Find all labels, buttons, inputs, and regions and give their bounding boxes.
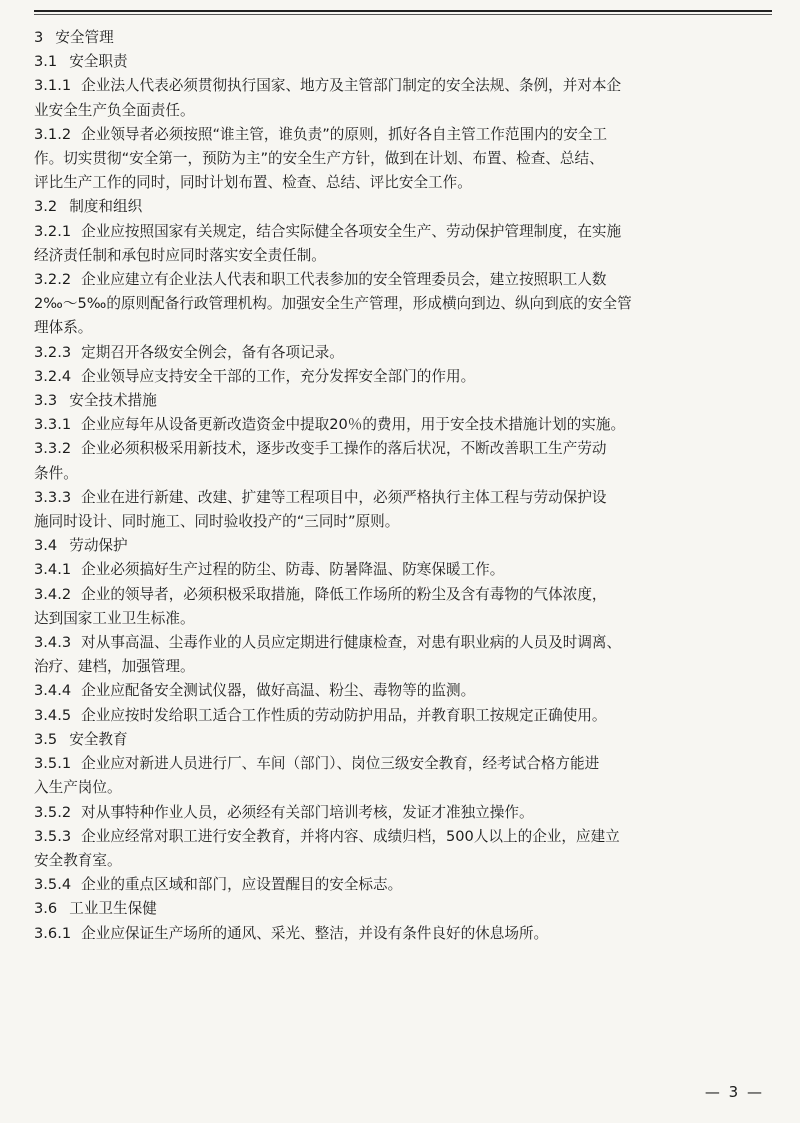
paragraph-line (34, 462, 772, 486)
paragraph-line (34, 631, 772, 655)
clause-number: 3.2.2 (34, 271, 72, 289)
paragraph-line (34, 655, 772, 679)
clause-text: 经济责任制和承包时应同时落实安全责任制。 (34, 246, 326, 264)
clause-text: 企业应每年从设备更新改造资金中提取20％的费用，用于安全技术措施计划的实施。 (81, 416, 626, 434)
clause-text: 2‰～5‰的原则配备行政管理机构。加强安全生产管理，形成横向到边、纵向到底的安全管 (34, 295, 632, 313)
clause-text: 治疗、建档，加强管理。 (34, 658, 195, 676)
clause-text: 业安全生产负全面责任。 (34, 101, 195, 119)
page-number: — 3 — (704, 1083, 764, 1101)
paragraph-line (34, 341, 772, 365)
document-body (34, 26, 772, 946)
section-number: 3.4 (34, 537, 58, 555)
clause-number: 3.5.4 (34, 876, 72, 894)
clause-number: 3.4.4 (34, 682, 72, 700)
paragraph-line (34, 220, 772, 244)
paragraph-line (34, 147, 772, 171)
clause-number: 3.4.3 (34, 634, 72, 652)
paragraph-line (34, 413, 772, 437)
clause-text: 企业必须搞好生产过程的防尘、防毒、防暑降温、防寒保暖工作。 (81, 561, 505, 579)
section-heading (34, 389, 772, 413)
section-title: 劳动保护 (69, 537, 128, 555)
clause-number: 3.4.1 (34, 561, 72, 579)
paragraph-line (34, 583, 772, 607)
paragraph-line (34, 849, 772, 873)
paragraph-line (34, 825, 772, 849)
paragraph-line (34, 292, 772, 316)
clause-text: 企业领导应支持安全干部的工作，充分发挥安全部门的作用。 (81, 367, 476, 385)
clause-text: 企业法人代表必须贯彻执行国家、地方及主管部门制定的安全法规、条例，并对本企 (81, 77, 622, 95)
clause-text: 施同时设计、同时施工、同时验收投产的“三同时”原则。 (34, 513, 400, 531)
paragraph-line (34, 752, 772, 776)
clause-text: 作。切实贯彻“安全第一，预防为主”的安全生产方针，做到在计划、布置、检查、总结、 (34, 150, 604, 168)
section-number: 3.3 (34, 392, 58, 410)
section-heading (34, 50, 772, 74)
paragraph-line (34, 74, 772, 98)
clause-text: 达到国家工业卫生标准。 (34, 609, 195, 627)
clause-text: 企业领导者必须按照“谁主管，谁负责”的原则，抓好各自主管工作范围内的安全工 (81, 125, 608, 143)
clause-text: 企业在进行新建、改建、扩建等工程项目中，必须严格执行主体工程与劳动保护设 (81, 488, 607, 506)
paragraph-line (34, 244, 772, 268)
paragraph-line (34, 801, 772, 825)
section-number: 3.5 (34, 730, 58, 748)
section-number: 3.1 (34, 53, 58, 71)
section-heading (34, 897, 772, 921)
paragraph-line (34, 558, 772, 582)
paragraph-line (34, 873, 772, 897)
clause-number: 3.3.3 (34, 488, 72, 506)
top-rule (34, 10, 772, 12)
clause-text: 企业应对新进人员进行厂、车间（部门）、岗位三级安全教育，经考试合格方能进 (81, 755, 600, 773)
clause-number: 3.2.3 (34, 343, 72, 361)
clause-text: 企业应建立有企业法人代表和职工代表参加的安全管理委员会，建立按照职工人数 (81, 271, 607, 289)
clause-text: 企业的领导者，必须积极采取措施，降低工作场所的粉尘及含有毒物的气体浓度， (81, 585, 607, 603)
paragraph-line (34, 171, 772, 195)
section-heading (34, 26, 772, 50)
section-title: 安全管理 (55, 29, 114, 46)
section-heading (34, 728, 772, 752)
paragraph-line (34, 437, 772, 461)
clause-number: 3.5.1 (34, 755, 72, 773)
clause-text: 对从事高温、尘毒作业的人员应定期进行健康检查，对患有职业病的人员及时调离、 (81, 634, 622, 652)
paragraph-line (34, 510, 772, 534)
clause-text: 定期召开各级安全例会，备有各项记录。 (81, 343, 344, 361)
clause-number: 3.4.5 (34, 706, 72, 724)
section-number: 3.6 (34, 900, 58, 918)
clause-text: 条件。 (34, 464, 78, 482)
paragraph-line (34, 679, 772, 703)
section-title: 安全教育 (69, 730, 128, 748)
section-title: 安全技术措施 (69, 392, 157, 410)
clause-text: 企业应配备安全测试仪器，做好高温、粉尘、毒物等的监测。 (81, 682, 476, 700)
paragraph-line (34, 123, 772, 147)
paragraph-line (34, 365, 772, 389)
clause-text: 评比生产工作的同时，同时计划布置、检查、总结、评比安全工作。 (34, 174, 472, 192)
clause-text: 企业应保证生产场所的通风、采光、整洁，并设有条件良好的休息场所。 (81, 924, 549, 942)
paragraph-line (34, 922, 772, 946)
clause-text: 企业必须积极采用新技术，逐步改变手工操作的落后状况，不断改善职工生产劳动 (81, 440, 607, 458)
paragraph-line (34, 99, 772, 123)
clause-number: 3.1.2 (34, 125, 72, 143)
clause-text: 企业的重点区域和部门，应设置醒目的安全标志。 (81, 876, 403, 894)
paragraph-line (34, 776, 772, 800)
clause-number: 3.3.1 (34, 416, 72, 434)
section-number: 3 (34, 29, 44, 46)
clause-number: 3.4.2 (34, 585, 72, 603)
top-rule-thin (34, 14, 772, 15)
clause-text: 企业应经常对职工进行安全教育，并将内容、成绩归档，500人以上的企业，应建立 (81, 827, 620, 845)
clause-number: 3.2.1 (34, 222, 72, 240)
paragraph-line (34, 607, 772, 631)
paragraph-line (34, 704, 772, 728)
clause-number: 3.2.4 (34, 367, 72, 385)
section-heading (34, 195, 772, 219)
section-number: 3.2 (34, 198, 58, 216)
clause-number: 3.5.3 (34, 827, 72, 845)
paragraph-line (34, 486, 772, 510)
clause-text: 企业应按照国家有关规定，结合实际健全各项安全生产、劳动保护管理制度，在实施 (81, 222, 622, 240)
clause-text: 理体系。 (34, 319, 93, 337)
section-title: 工业卫生保健 (69, 900, 157, 918)
clause-number: 3.3.2 (34, 440, 72, 458)
section-title: 制度和组织 (69, 198, 143, 216)
clause-text: 对从事特种作业人员，必须经有关部门培训考核，发证才准独立操作。 (81, 803, 534, 821)
clause-number: 3.5.2 (34, 803, 72, 821)
clause-number: 3.1.1 (34, 77, 72, 95)
clause-text: 安全教育室。 (34, 851, 122, 869)
section-heading (34, 534, 772, 558)
clause-text: 入生产岗位。 (34, 779, 122, 797)
paragraph-line (34, 316, 772, 340)
clause-number: 3.6.1 (34, 924, 72, 942)
paragraph-line (34, 268, 772, 292)
clause-text: 企业应按时发给职工适合工作性质的劳动防护用品，并教育职工按规定正确使用。 (81, 706, 607, 724)
section-title: 安全职责 (69, 53, 128, 71)
